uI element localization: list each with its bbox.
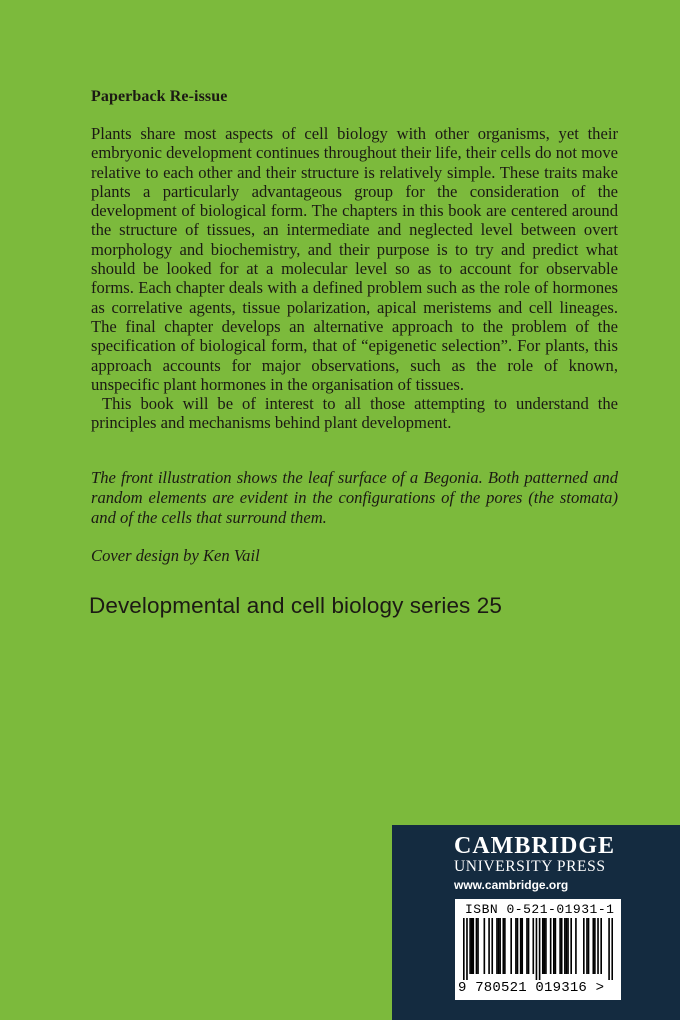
barcode-bar	[521, 918, 523, 974]
barcode-bar	[528, 918, 530, 974]
book-description	[91, 124, 618, 433]
barcode-bar	[488, 918, 490, 974]
barcode-bar	[592, 918, 594, 974]
barcode-bar	[555, 918, 557, 974]
barcode-bar	[559, 918, 561, 974]
barcode-bar	[611, 918, 613, 980]
barcode-bar	[477, 918, 479, 974]
barcode-bar	[463, 918, 465, 980]
description-paragraph-1: Plants share most aspects of cell biology with other organisms, yet their embryonic development continues throughout their life, their cells do not move relative to each other and their structure is relatively simple. These traits make plants a particularly advantageous group for the consideration of the development of biological form. The chapters in this book are centered around the structure of tissues, an intermediate and neglected level between overt morphology and biochemistry, and their purpose is to try and predict what should be looked for at a molecular level so as to account for observable forms. Each chapter deals with a defined problem such as the role of hormones as correlative agents, tissue polarization, apical meristems and cell lineages. The final chapter develops an alternative approach to the problem of the specification of biological form, that of “epigenetic selection”. For plants, this approach accounts for major observations, such as the role of known, unspecific plant hormones in the organisation of tissues.	[91, 124, 618, 394]
barcode-bar	[536, 918, 538, 980]
cover-design-credit: Cover design by Ken Vail	[91, 546, 260, 565]
cover-illustration-note: The front illustration shows the leaf surface of a Begonia. Both patterned and random elements are evident in the configurations of the pores (the stomata) and of the cells that surround them.	[91, 468, 618, 528]
barcode-bar	[517, 918, 519, 974]
barcode-bar	[466, 918, 468, 980]
barcode-bar	[600, 918, 602, 974]
barcode-bar	[564, 918, 566, 974]
barcode-bar	[476, 918, 478, 974]
publisher-box	[392, 825, 680, 1020]
barcode-bar	[515, 918, 517, 974]
barcode-bar	[586, 918, 588, 974]
barcode-bar	[510, 918, 512, 974]
barcode-bar	[561, 918, 563, 974]
barcode-bar	[542, 918, 544, 974]
barcode-digits: 9 780521 019316 >	[458, 980, 605, 996]
barcode-bar	[583, 918, 585, 974]
barcode-bar	[545, 918, 547, 974]
barcode-bar	[575, 918, 577, 974]
publisher-url: www.cambridge.org	[454, 878, 569, 892]
barcode-bar	[539, 918, 541, 980]
barcode-bar	[526, 918, 528, 974]
barcode-bar	[594, 918, 596, 974]
barcode-bar	[504, 918, 506, 974]
barcode-bar	[588, 918, 590, 974]
barcode-bar	[566, 918, 568, 974]
publisher-subtitle: UNIVERSITY PRESS	[454, 858, 606, 875]
series-title: Developmental and cell biology series 25	[89, 593, 502, 618]
barcode-bar	[502, 918, 504, 974]
barcode-bar	[499, 918, 501, 974]
barcode-bar	[570, 918, 572, 974]
barcode-bar	[471, 918, 473, 974]
barcode-bar	[520, 918, 522, 974]
barcode-bar	[567, 918, 569, 974]
barcode-bar	[532, 918, 534, 974]
barcode-panel	[455, 899, 621, 1000]
barcode-bar	[491, 918, 493, 974]
barcode-icon	[463, 918, 613, 980]
barcode-bar	[553, 918, 555, 974]
publisher-name: CAMBRIDGE	[454, 833, 616, 859]
barcode-bar	[469, 918, 471, 974]
barcode-bar	[472, 918, 474, 974]
barcode-bar	[498, 918, 500, 974]
reissue-heading: Paperback Re-issue	[91, 88, 228, 105]
barcode-bar	[544, 918, 546, 974]
barcode-bar	[496, 918, 498, 974]
barcode-bar	[597, 918, 599, 974]
isbn-label: ISBN 0-521-01931-1	[465, 902, 615, 917]
barcode-bar	[484, 918, 486, 974]
barcode-bar	[550, 918, 552, 974]
barcode-bar	[608, 918, 610, 980]
description-paragraph-2: This book will be of interest to all those attempting to understand the principles and mechanisms behind plant development.	[91, 394, 618, 433]
